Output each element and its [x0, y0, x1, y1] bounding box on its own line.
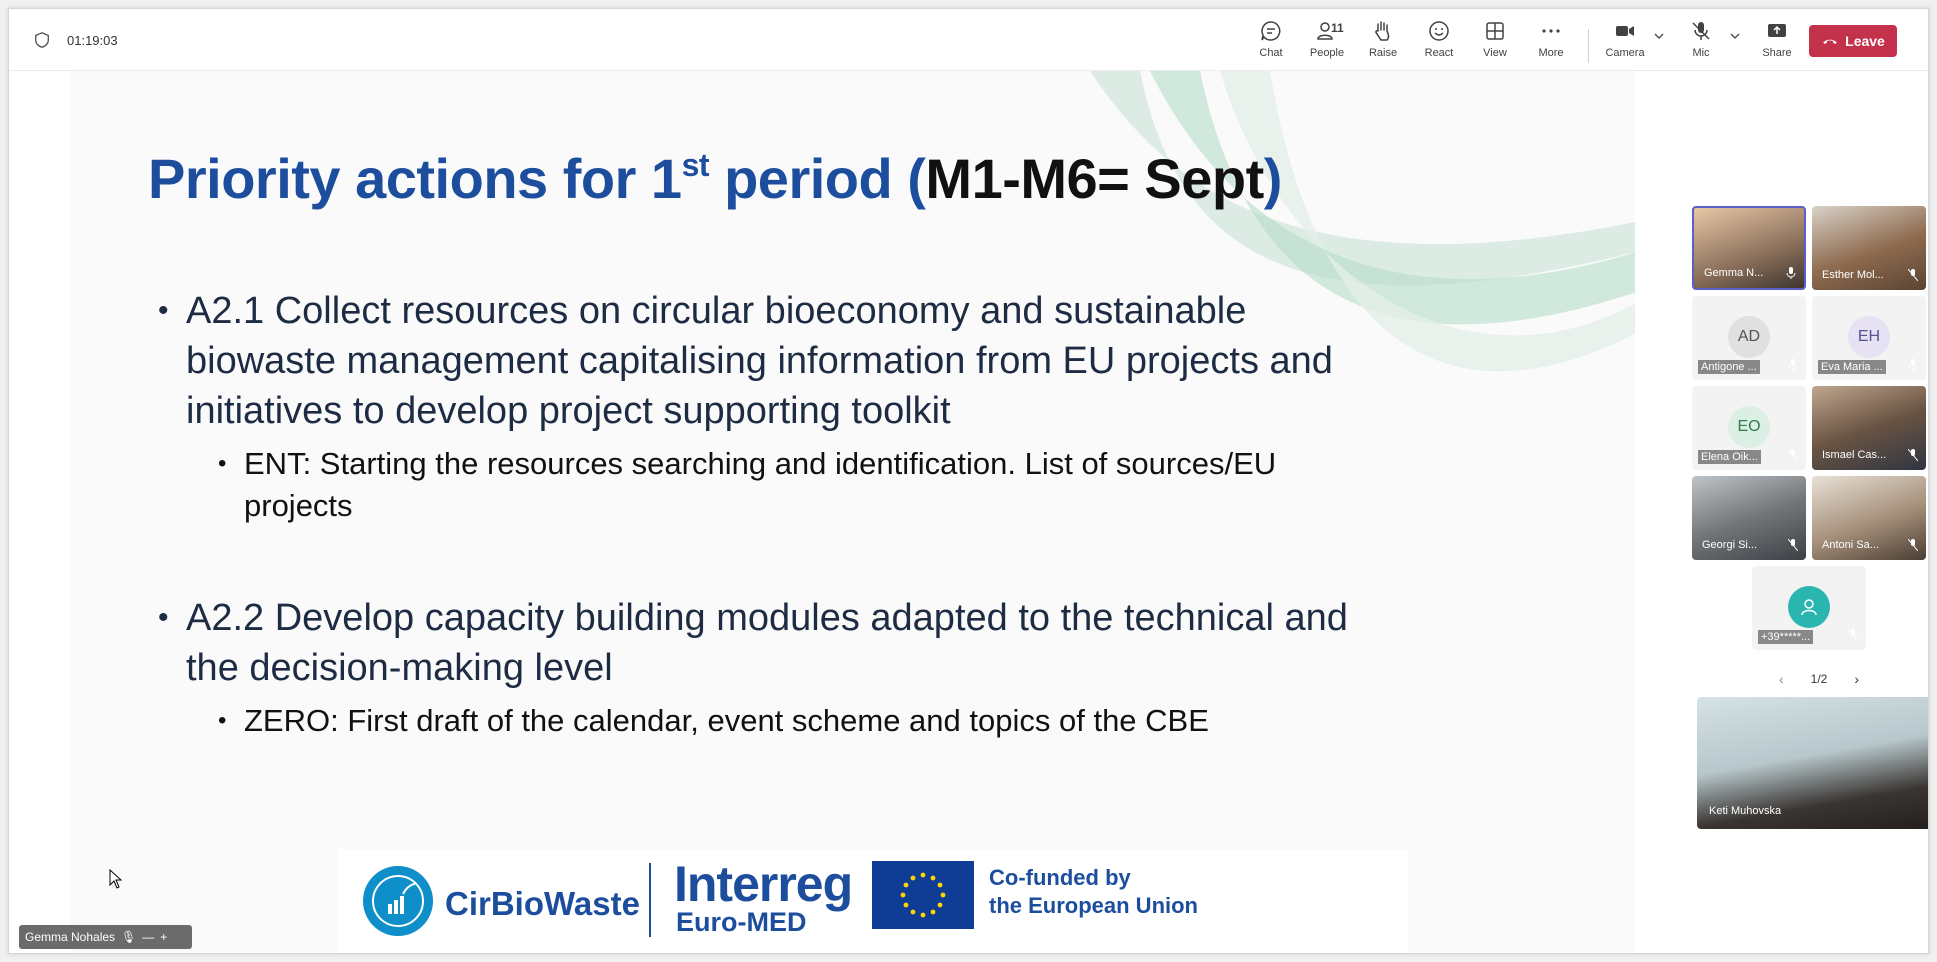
- chevron-right-icon[interactable]: ›: [1854, 671, 1859, 687]
- bullet-a21: [158, 286, 1333, 436]
- people-label: People: [1309, 47, 1345, 59]
- avatar: EO: [1728, 406, 1770, 448]
- share-button[interactable]: [1751, 19, 1803, 65]
- participant-name: Gemma N...: [1704, 267, 1764, 279]
- mic-muted-icon: [1788, 449, 1798, 461]
- title-text: ): [1263, 147, 1282, 210]
- mic-muted-icon: [1689, 19, 1713, 43]
- mic-muted-icon: [1908, 269, 1918, 281]
- participant-tile[interactable]: [1812, 296, 1926, 380]
- avatar: EH: [1848, 316, 1890, 358]
- shield-icon: [33, 31, 51, 49]
- participant-name: Antoni Sa...: [1822, 539, 1879, 551]
- view-label: View: [1483, 47, 1507, 59]
- more-icon: [1539, 19, 1563, 43]
- view-button[interactable]: [1469, 19, 1521, 65]
- cofunded-text: Co-funded by: [989, 865, 1131, 890]
- bullet-line: biowaste management capitalising information from EU projects and: [186, 340, 1333, 382]
- meeting-timer: 01:19:03: [67, 33, 118, 48]
- sub-bullet-ent: [218, 443, 1277, 527]
- participant-tile[interactable]: [1692, 206, 1806, 290]
- camera-icon: [1613, 19, 1637, 43]
- logo-divider: [649, 863, 651, 937]
- sub-bullet-line: projects: [244, 488, 353, 523]
- self-view-name: Keti Muhovska: [1709, 805, 1782, 817]
- interreg-logo-text: Interreg: [674, 856, 853, 912]
- title-text: period (: [709, 147, 926, 210]
- participant-name: Eva Maria ...: [1818, 360, 1886, 374]
- sub-bullet-line: ENT: Starting the resources searching and identification. List of sources/EU: [244, 446, 1277, 481]
- participant-tile[interactable]: [1752, 566, 1866, 650]
- toolbar-divider: [1588, 29, 1589, 63]
- participants-pager: [1779, 669, 1859, 689]
- bullet-dot: •: [158, 294, 169, 327]
- mic-icon: [1788, 359, 1798, 371]
- participant-tile[interactable]: [1812, 386, 1926, 470]
- raise-label: Raise: [1368, 47, 1398, 59]
- mic-muted-icon: [1788, 539, 1798, 551]
- raise-hand-icon: [1371, 19, 1395, 43]
- presenter-name: Gemma Nohales: [25, 930, 116, 944]
- title-superscript: st: [681, 147, 710, 183]
- sub-bullet-dot: •: [218, 450, 227, 477]
- bullet-line: the decision-making level: [186, 647, 613, 689]
- mic-icon: [1786, 267, 1796, 279]
- raise-hand-button[interactable]: [1357, 19, 1409, 65]
- mic-muted-icon: [1848, 629, 1858, 641]
- mouse-cursor-icon: [109, 869, 123, 889]
- hang-up-icon: [1821, 32, 1839, 50]
- people-button[interactable]: [1301, 19, 1353, 65]
- cofunded-text: the European Union: [989, 893, 1198, 918]
- mic-options-chevron-icon[interactable]: [1728, 29, 1742, 43]
- sub-bullet-dot: •: [218, 707, 227, 734]
- meeting-window: [8, 8, 1929, 954]
- minimize-icon[interactable]: —: [142, 930, 155, 944]
- camera-options-chevron-icon[interactable]: [1652, 29, 1666, 43]
- logo-strip: [338, 849, 1408, 953]
- chat-icon: [1259, 19, 1283, 43]
- share-screen-icon: [1765, 19, 1789, 43]
- bullet-dot: •: [158, 601, 169, 634]
- react-label: React: [1424, 47, 1454, 59]
- mic-label: Mic: [1692, 47, 1710, 59]
- chevron-left-icon[interactable]: ‹: [1779, 671, 1784, 687]
- title-period: M1-M6= Sept: [925, 147, 1264, 210]
- euromed-logo-text: Euro-MED: [676, 907, 807, 937]
- leave-label: Leave: [1845, 33, 1885, 49]
- eu-flag-icon: [872, 861, 974, 929]
- pager-label: 1/2: [1810, 672, 1828, 686]
- presenter-tag: [19, 925, 192, 949]
- chat-button[interactable]: [1245, 19, 1297, 65]
- participant-tile[interactable]: [1692, 476, 1806, 560]
- title-text: Priority actions for 1: [148, 147, 682, 210]
- phone-user-icon: [1788, 586, 1830, 628]
- more-label: More: [1538, 47, 1564, 59]
- slide-title: [148, 146, 1282, 211]
- participant-name: Ismael Cas...: [1822, 449, 1887, 461]
- sub-bullet-zero: [218, 700, 1209, 742]
- leave-button[interactable]: [1809, 25, 1897, 57]
- participant-name: Elena Oik...: [1698, 450, 1761, 464]
- expand-icon[interactable]: +: [160, 930, 168, 944]
- share-label: Share: [1762, 47, 1792, 59]
- mic-icon: 🎙: [121, 930, 137, 944]
- smiley-icon: [1427, 19, 1451, 43]
- participant-tile[interactable]: [1692, 386, 1806, 470]
- bullet-a22: [158, 593, 1348, 693]
- participant-name: Antigone ...: [1698, 360, 1760, 374]
- mic-icon: [1908, 359, 1918, 371]
- self-view-video[interactable]: [1697, 697, 1929, 829]
- participant-name: Esther Mol...: [1822, 269, 1884, 281]
- participant-tile[interactable]: [1812, 206, 1926, 290]
- chat-label: Chat: [1259, 47, 1283, 59]
- sub-bullet-line: ZERO: First draft of the calendar, event scheme and topics of the CBE: [244, 703, 1209, 738]
- cirbiowaste-logo-text: CirBioWaste: [445, 885, 640, 922]
- avatar: AD: [1728, 316, 1770, 358]
- participant-tile[interactable]: [1812, 476, 1926, 560]
- mic-muted-icon: [1908, 449, 1918, 461]
- mic-button[interactable]: [1675, 19, 1727, 65]
- participant-name: Georgi Si...: [1702, 539, 1758, 551]
- camera-label: Camera: [1605, 47, 1645, 59]
- people-count: 11: [1331, 21, 1344, 35]
- bullet-line: initiatives to develop project supporting toolkit: [186, 390, 951, 432]
- mic-muted-icon: [1908, 539, 1918, 551]
- participant-name: +39*****...: [1758, 630, 1813, 644]
- participant-tile[interactable]: [1692, 296, 1806, 380]
- bullet-line: A2.2 Develop capacity building modules adapted to the technical and: [186, 597, 1348, 639]
- react-button[interactable]: [1413, 19, 1465, 65]
- shared-slide: [70, 71, 1635, 953]
- cirbiowaste-logo-icon: [363, 866, 433, 936]
- grid-view-icon: [1483, 19, 1507, 43]
- bullet-line: A2.1 Collect resources on circular bioeconomy and sustainable: [186, 290, 1247, 332]
- camera-button[interactable]: [1599, 19, 1651, 65]
- meeting-toolbar: [9, 9, 1928, 71]
- more-button[interactable]: [1525, 19, 1577, 65]
